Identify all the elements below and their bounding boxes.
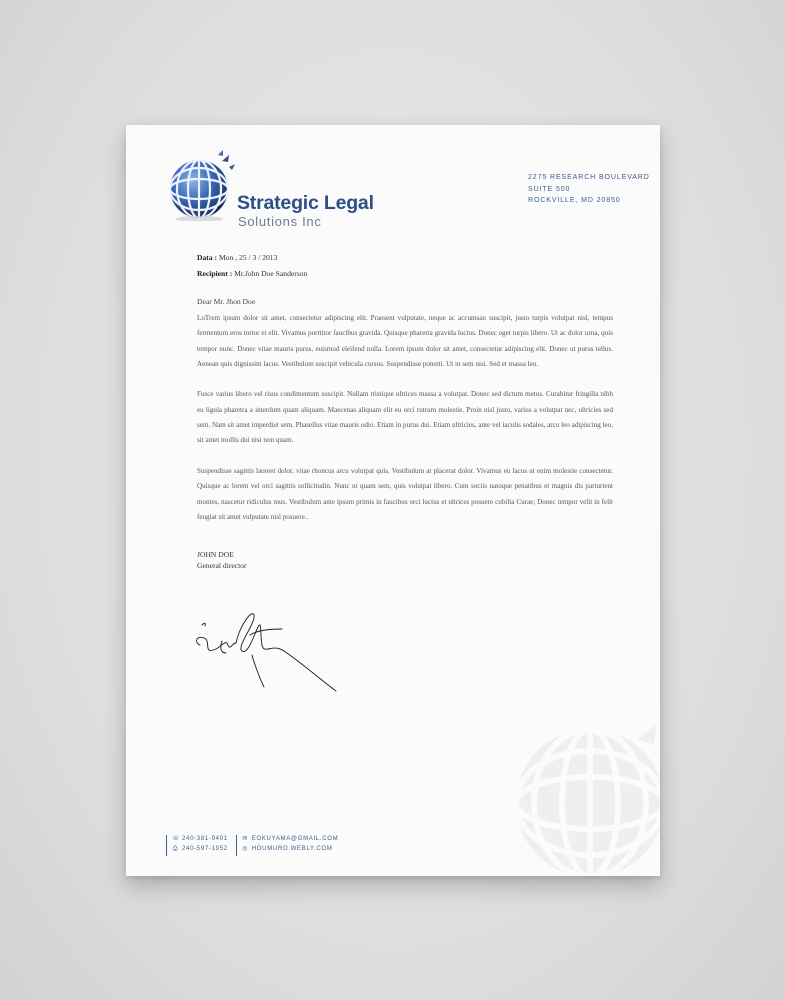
phone-1-row xyxy=(172,835,228,845)
signer-name: JOHN DOE xyxy=(197,550,234,559)
web-icon: ◎ xyxy=(242,845,249,852)
globe-icon xyxy=(166,149,238,221)
letter-body xyxy=(197,311,613,540)
email-link[interactable]: EOKUYAMA@GMAIL.COM xyxy=(251,836,339,842)
phone-1: 240-381-9401 xyxy=(182,836,228,842)
address-line-1: 2275 RESEARCH BOULEVARD xyxy=(528,174,650,181)
address-line-3: ROCKVILLE, MD 20850 xyxy=(528,197,621,205)
paragraph-3: Suspendisse sagittis laoreet dolor, vitae rhoncus arcu volutpat quis. Vestibulum at placerat dolor. Vivamus eu lacus ut enim molestie consectetur. Quisque ac lorem vel orci sagittis sollicitudin. Nunc ut quam sem, quis volutpat libero. Cum sociis natoque penatibus et magnis dis parturient montes, nascetur ridiculus mus. Vestibulum ante ipsum primis in faucibus orci luctus et ultrices posuere cubilia Curae; Donec tempor velit in felit feugiat sit amet vulputate nisl posuere.. xyxy=(197,466,613,521)
company-logo xyxy=(166,149,376,229)
signer-title: General director xyxy=(197,560,247,570)
recipient-row xyxy=(197,266,307,282)
company-subtitle: Solutions Inc xyxy=(238,214,322,229)
phone-2: 240-597-1952 xyxy=(182,845,228,852)
greeting: Dear Mr. Jhon Doe xyxy=(197,297,256,306)
date-label: Data : xyxy=(197,253,218,262)
date-row xyxy=(197,250,307,266)
recipient-value: Mr.John Doe Sanderson xyxy=(234,268,308,278)
address-line-2: SUITE 500 xyxy=(528,185,571,193)
company-name: Strategic Legal xyxy=(237,192,374,214)
web-group xyxy=(236,835,339,856)
phone-group xyxy=(166,835,228,856)
recipient-label: Recipient : xyxy=(197,268,233,278)
footer-contacts xyxy=(166,835,346,856)
signer-block xyxy=(197,550,247,571)
website-row xyxy=(242,845,339,855)
globe-watermark-icon xyxy=(510,721,660,876)
letterhead-page xyxy=(126,125,660,876)
company-address xyxy=(528,172,650,207)
phone-icon: ☏ xyxy=(172,836,181,842)
date-value: Mon , 25 / 3 / 2013 xyxy=(218,253,278,262)
paragraph-2: Fusce varius libero vel risus condimentum suscipit. Nullam tristique ultrices massa a volutpat. Donec sed dictum metus. Curabitur fringilla nibh eu ligula pharetra a interdum quam aliquam. Maecenas aliquam elit eu orci rutrum molestie. Proin nisl justo, varius a volutpat nec, ultricies sed sem. Nam sit amet imperdiet sem. Phasellus vitae mauris odio. Etiam in purus dui. Etiam ultricies, ante vel iaculis sodales, arcu leo adipiscing leo, sit amet mollis dui nisi non quam. xyxy=(197,390,613,445)
paragraph-1: LoTrem ipsum dolor sit amet, consectetur adipiscing elit. Praesent vulputate, neque ac accumsan suscipit, justo turpis volutpat nisl, tempus fermentum eros tortor et elit. Vivamus porttitor faucibus gravida. Quisque pharetra gravida luctus. Donec eget turpis libero. Ut ac dolor urna, quis tempor nunc. Donec vitae mauris purus, euismod eleifend nulla. Lorem ipsum dolor sit amet, consectetur adipiscing elit. Donec ut purus tellus. Aenean quis dignissim lacus. Vestibulum suscipit vehicula cursus. Suspendisse potenti. Ut in sem nisi. Sed et massa leo. xyxy=(197,314,613,368)
fax-icon: ⎙ xyxy=(172,845,179,852)
phone-2-row xyxy=(172,845,228,855)
letter-meta xyxy=(197,250,307,281)
email-icon: ✉ xyxy=(242,836,249,842)
handwritten-signature xyxy=(192,605,352,695)
website-link[interactable]: HOUMURO.WEBLY.COM xyxy=(251,845,333,852)
email-row xyxy=(242,835,339,845)
